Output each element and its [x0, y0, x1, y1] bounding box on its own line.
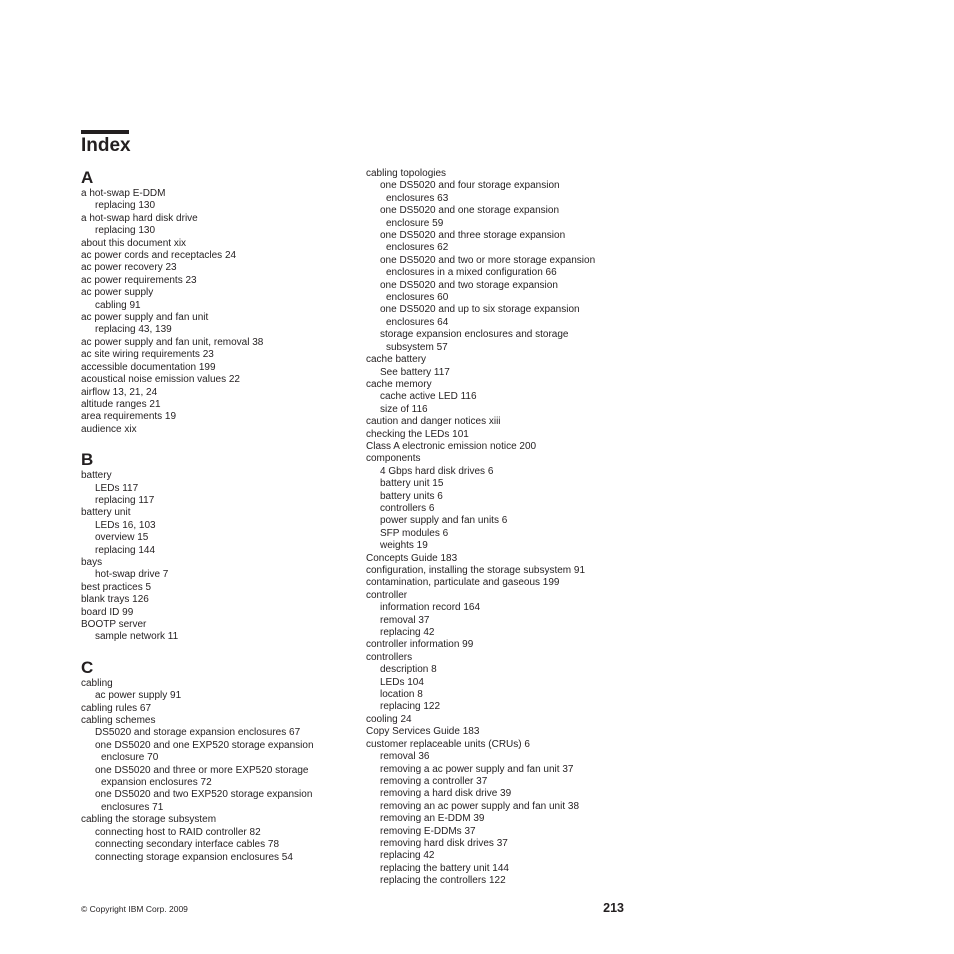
- index-subentry: one DS5020 and one storage expansion: [380, 205, 560, 217]
- index-subentry: power supply and fan units 6: [380, 515, 508, 527]
- index-subentry: expansion enclosures 72: [101, 777, 212, 789]
- index-subentry: removal 36: [380, 751, 430, 763]
- index-subentry: replacing the battery unit 144: [380, 862, 509, 874]
- index-subentry: size of 116: [380, 403, 428, 415]
- index-subentry: removing a ac power supply and fan unit 37: [380, 763, 574, 775]
- index-subentry: replacing 144: [95, 544, 156, 556]
- index-subentry: location 8: [380, 689, 423, 701]
- index-subentry: one DS5020 and two storage expansion: [380, 279, 558, 291]
- index-entry: battery unit: [81, 507, 131, 519]
- index-subentry: enclosures 60: [386, 292, 449, 304]
- index-subentry: enclosures in a mixed configuration 66: [386, 267, 557, 279]
- index-subentry: SFP modules 6: [380, 527, 449, 539]
- index-subentry: LEDs 117: [95, 482, 139, 494]
- index-subentry: hot-swap drive 7: [95, 569, 169, 581]
- index-entry: cache memory: [366, 378, 432, 390]
- index-subentry: sample network 11: [95, 631, 179, 643]
- index-subentry: battery unit 15: [380, 478, 444, 490]
- index-subentry: information record 164: [380, 602, 481, 614]
- index-entry: cache battery: [366, 354, 427, 366]
- index-entry: Copy Services Guide 183: [366, 726, 480, 738]
- page-title: Index: [81, 135, 131, 156]
- index-entry: caution and danger notices xiii: [366, 416, 501, 428]
- group-spacer: [81, 644, 351, 658]
- index-subentry: enclosure 59: [386, 217, 444, 229]
- group-spacer: [81, 436, 351, 450]
- index-entry: Concepts Guide 183: [366, 552, 458, 564]
- index-subentry: replacing 130: [95, 225, 156, 237]
- index-entry: ac power recovery 23: [81, 262, 177, 274]
- index-subentry: replacing the controllers 122: [380, 875, 506, 887]
- index-subentry: replacing 42: [380, 627, 435, 639]
- index-entry: ac power supply and fan unit: [81, 312, 209, 324]
- index-subentry: enclosure 70: [101, 752, 159, 764]
- index-subentry: connecting host to RAID controller 82: [95, 826, 261, 838]
- index-subentry: connecting storage expansion enclosures 54: [95, 851, 293, 863]
- index-subentry: battery units 6: [380, 490, 443, 502]
- index-subentry: LEDs 104: [380, 676, 424, 688]
- index-subentry: one DS5020 and up to six storage expansion: [380, 304, 580, 316]
- index-entry: controller: [366, 589, 408, 601]
- index-subentry: replacing 130: [95, 200, 156, 212]
- index-subentry: enclosures 64: [386, 316, 449, 328]
- index-entry: acoustical noise emission values 22: [81, 374, 240, 386]
- index-subentry: weights 19: [380, 540, 428, 552]
- index-subentry: subsystem 57: [386, 341, 448, 353]
- index-column-right: [366, 168, 636, 888]
- index-entry: battery: [81, 470, 112, 482]
- index-entry: components: [366, 453, 421, 465]
- index-subentry: connecting secondary interface cables 78: [95, 839, 280, 851]
- index-subentry: replacing 117: [95, 494, 155, 506]
- index-subentry: one DS5020 and three storage expansion: [380, 230, 566, 242]
- index-entry: ac power cords and receptacles 24: [81, 250, 237, 262]
- index-entry: best practices 5: [81, 581, 152, 593]
- index-entry: contamination, particulate and gaseous 199: [366, 577, 560, 589]
- index-subentry: removing a hard disk drive 39: [380, 788, 512, 800]
- index-entry: altitude ranges 21: [81, 398, 161, 410]
- index-subentry: replacing 122: [380, 701, 441, 713]
- index-subentry: LEDs 16, 103: [95, 519, 156, 531]
- index-subentry: removing hard disk drives 37: [380, 837, 508, 849]
- index-entry: cabling schemes: [81, 715, 156, 727]
- index-entry: cabling: [81, 677, 113, 689]
- index-entry: accessible documentation 199: [81, 361, 216, 373]
- copyright-notice: © Copyright IBM Corp. 2009: [81, 904, 188, 914]
- index-entry: blank trays 126: [81, 594, 149, 606]
- index-subentry: enclosures 62: [386, 242, 449, 254]
- index-letter-heading: A: [81, 168, 94, 187]
- index-subentry: enclosures 63: [386, 192, 449, 204]
- index-subentry: enclosures 71: [101, 801, 164, 813]
- index-subentry: one DS5020 and four storage expansion: [380, 180, 560, 192]
- index-entry: cooling 24: [366, 713, 412, 725]
- index-entry: ac power requirements 23: [81, 274, 197, 286]
- index-entry: controllers: [366, 651, 413, 663]
- index-subentry: See battery 117: [380, 366, 450, 378]
- index-subentry: replacing 43, 139: [95, 324, 172, 336]
- index-entry: audience xix: [81, 423, 137, 435]
- index-entry: checking the LEDs 101: [366, 428, 469, 440]
- index-subentry: one DS5020 and two EXP520 storage expansion: [95, 789, 313, 801]
- index-entry: ac site wiring requirements 23: [81, 349, 214, 361]
- index-column-left: [81, 168, 351, 864]
- index-subentry: cabling 91: [95, 299, 141, 311]
- index-entry: ac power supply and fan unit, removal 38: [81, 336, 264, 348]
- index-subentry: removing E-DDMs 37: [380, 825, 476, 837]
- index-subentry: removing a controller 37: [380, 775, 488, 787]
- index-entry: customer replaceable units (CRUs) 6: [366, 738, 530, 750]
- index-entry: cabling rules 67: [81, 702, 152, 714]
- index-subentry: removing an E-DDM 39: [380, 813, 485, 825]
- index-entry: a hot-swap E-DDM: [81, 188, 166, 199]
- index-entry: airflow 13, 21, 24: [81, 386, 158, 398]
- index-entry: configuration, installing the storage subsystem 91: [366, 565, 586, 576]
- index-entry: BOOTP server: [81, 619, 147, 630]
- index-subentry: storage expansion enclosures and storage: [380, 329, 569, 341]
- index-subentry: description 8: [380, 664, 437, 676]
- index-entry: ac power supply: [81, 287, 154, 299]
- index-subentry: overview 15: [95, 532, 149, 544]
- index-subentry: controllers 6: [380, 502, 435, 514]
- index-subentry: DS5020 and storage expansion enclosures 67: [95, 727, 301, 739]
- index-entry: controller information 99: [366, 639, 474, 651]
- index-entry: cabling the storage subsystem: [81, 814, 217, 826]
- index-entry: about this document xix: [81, 237, 187, 249]
- index-entry: cabling topologies: [366, 168, 447, 179]
- index-letter-heading: B: [81, 450, 94, 470]
- index-subentry: one DS5020 and two or more storage expansion: [380, 254, 596, 266]
- page-number: 213: [603, 901, 624, 915]
- index-subentry: ac power supply 91: [95, 690, 182, 702]
- index-entry: a hot-swap hard disk drive: [81, 212, 198, 224]
- index-entry: bays: [81, 556, 103, 568]
- index-entry: board ID 99: [81, 606, 134, 618]
- index-subentry: removing an ac power supply and fan unit 38: [380, 800, 580, 812]
- index-subentry: removal 37: [380, 614, 430, 626]
- index-entry: Class A electronic emission notice 200: [366, 440, 537, 452]
- index-subentry: one DS5020 and one EXP520 storage expansion: [95, 739, 314, 751]
- index-subentry: replacing 42: [380, 850, 435, 862]
- index-subentry: 4 Gbps hard disk drives 6: [380, 465, 494, 477]
- index-letter-heading: C: [81, 657, 94, 677]
- index-entry: area requirements 19: [81, 411, 177, 423]
- index-subentry: one DS5020 and three or more EXP520 storage: [95, 764, 309, 776]
- index-subentry: cache active LED 116: [380, 391, 477, 403]
